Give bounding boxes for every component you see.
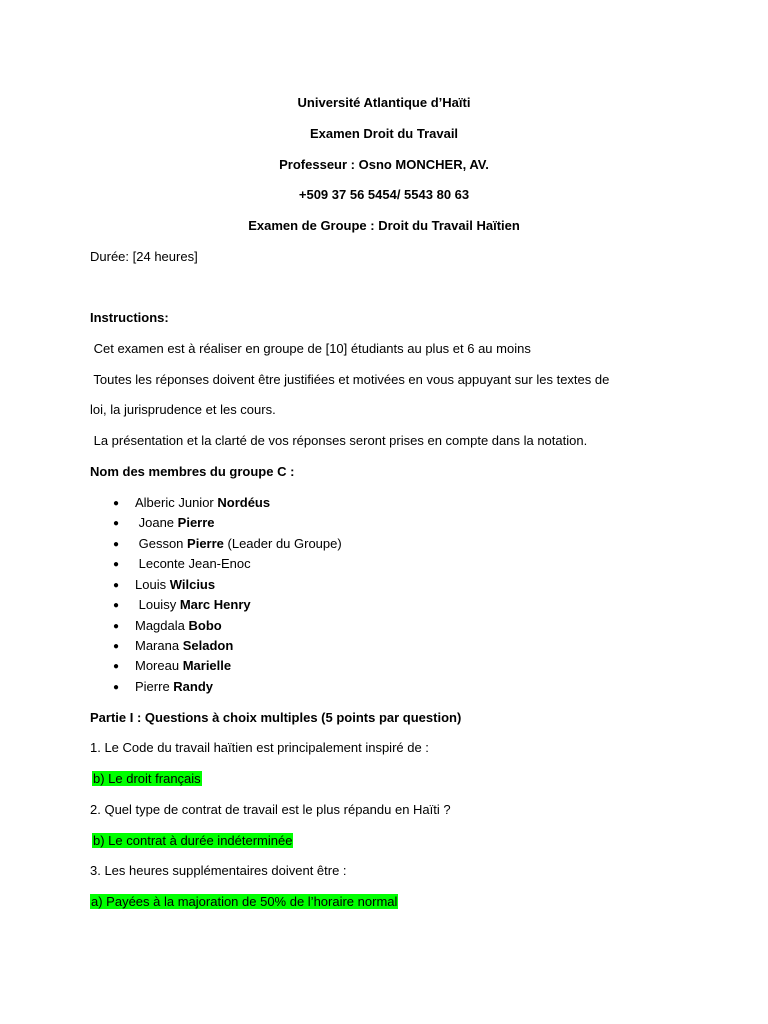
answer-1	[92, 771, 202, 786]
exam-title: Examen Droit du Travail	[309, 126, 459, 141]
list-item: ● Marana Seladon	[113, 638, 234, 653]
bullet-icon: ●	[113, 580, 120, 591]
list-item: ● Joane Pierre	[113, 515, 215, 530]
bullet-icon: ●	[113, 661, 120, 672]
part1-heading: Partie I : Questions à choix multiples (5 points par question)	[90, 710, 462, 725]
answer-2	[92, 833, 293, 848]
list-item: ● Moreau Marielle	[113, 658, 232, 673]
list-item: ● Alberic Junior Nordéus	[113, 495, 271, 510]
instructions-heading: Instructions:	[90, 310, 169, 325]
question-2: 2. Quel type de contrat de travail est le plus répandu en Haïti ?	[90, 802, 451, 817]
answer-1-highlight: b) Le droit français	[93, 771, 201, 786]
group-exam-title: Examen de Groupe : Droit du Travail Haïtien	[248, 218, 520, 233]
instruction-line-2b: loi, la jurisprudence et les cours.	[90, 402, 276, 417]
list-item: ● Pierre Randy	[113, 679, 214, 694]
professor-name: Professeur : Osno MONCHER, AV.	[279, 157, 489, 172]
members-heading: Nom des membres du groupe C :	[90, 464, 295, 479]
question-1: 1. Le Code du travail haïtien est principalement inspiré de :	[90, 740, 429, 755]
bullet-icon: ●	[113, 498, 120, 509]
bullet-icon: ●	[113, 641, 120, 652]
bullet-icon: ●	[113, 539, 120, 550]
list-item: ● Magdala Bobo	[113, 618, 222, 633]
list-item: ● Louis Wilcius	[113, 577, 216, 592]
bullet-icon: ●	[113, 621, 120, 632]
duration: Durée: [24 heures]	[90, 249, 198, 264]
answer-3-highlight: a) Payées à la majoration de 50% de l’horaire normal	[91, 894, 398, 909]
instruction-line-3: La présentation et la clarté de vos réponses seront prises en compte dans la notation.	[90, 433, 588, 448]
question-3: 3. Les heures supplémentaires doivent être :	[90, 863, 347, 878]
bullet-icon: ●	[113, 559, 120, 570]
instruction-line-1: Cet examen est à réaliser en groupe de [10] étudiants au plus et 6 au moins	[90, 341, 531, 356]
bullet-icon: ●	[113, 682, 120, 693]
list-item: ● Leconte Jean-Enoc	[113, 556, 251, 571]
university-name: Université Atlantique d’Haïti	[297, 95, 471, 110]
bullet-icon: ●	[113, 600, 120, 611]
instruction-line-2a: Toutes les réponses doivent être justifiées et motivées en vous appuyant sur les textes de	[90, 372, 610, 387]
phone-number: +509 37 56 5454/ 5543 80 63	[298, 187, 470, 202]
answer-2-highlight: b) Le contrat à durée indéterminée	[93, 833, 293, 848]
list-item: ● Gesson Pierre (Leader du Groupe)	[113, 536, 342, 551]
list-item: ● Louisy Marc Henry	[113, 597, 251, 612]
answer-3	[90, 894, 398, 909]
bullet-icon: ●	[113, 518, 120, 529]
